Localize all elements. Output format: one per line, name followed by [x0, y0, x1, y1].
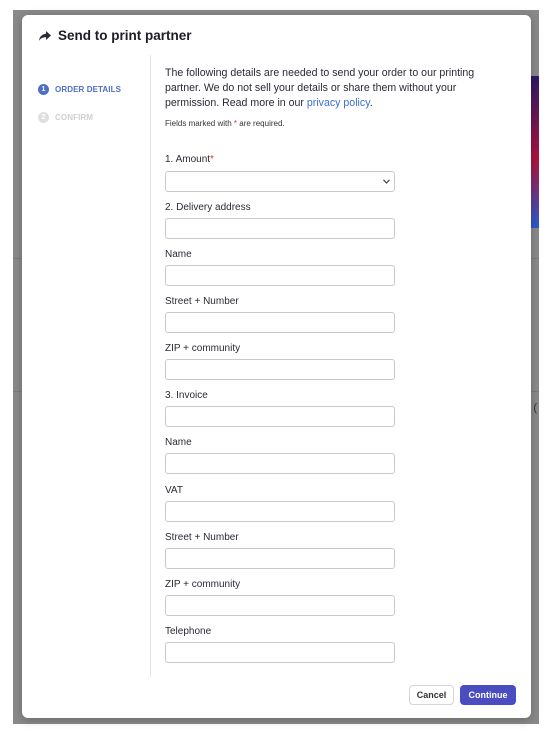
intro-body: The following details are needed to send your order to our printing partner. We do not sell your details or share them without your permission. Read more in our	[165, 67, 475, 109]
share-forward-icon	[38, 29, 52, 41]
background-glyph: (	[533, 402, 537, 414]
delivery-name-input[interactable]	[165, 265, 395, 286]
delivery-address-input[interactable]	[165, 218, 395, 239]
step-order-details[interactable]	[38, 82, 121, 96]
continue-button[interactable]: Continue	[460, 685, 516, 705]
invoice-zip-label: ZIP + community	[165, 579, 241, 590]
amount-label	[165, 154, 214, 165]
amount-label-text: 1. Amount	[165, 154, 211, 165]
vat-input[interactable]	[165, 501, 395, 522]
invoice-name-input[interactable]	[165, 453, 395, 474]
privacy-policy-link[interactable]: privacy policy	[306, 97, 370, 109]
intro-end: .	[369, 97, 373, 109]
dialog-header	[22, 15, 531, 55]
dialog-title: Send to print partner	[58, 27, 192, 43]
chevron-down-icon	[383, 177, 390, 186]
steps-nav	[38, 82, 121, 138]
cancel-button[interactable]: Cancel	[409, 685, 454, 705]
invoice-street-label: Street + Number	[165, 532, 239, 543]
step-number: 2	[38, 112, 49, 123]
delivery-street-label: Street + Number	[165, 296, 239, 307]
invoice-zip-input[interactable]	[165, 595, 395, 616]
step-confirm[interactable]	[38, 110, 121, 124]
required-note	[165, 119, 505, 128]
delivery-street-input[interactable]	[165, 312, 395, 333]
intro-section	[165, 66, 505, 128]
delivery-name-label: Name	[165, 249, 192, 260]
invoice-name-label: Name	[165, 437, 192, 448]
step-label: ORDER DETAILS	[55, 84, 122, 94]
required-note-before: Fields marked with	[165, 119, 234, 128]
required-star: *	[233, 119, 238, 128]
send-to-print-dialog	[22, 15, 531, 718]
vat-label: VAT	[165, 485, 183, 496]
step-number: 1	[38, 84, 49, 95]
delivery-zip-label: ZIP + community	[165, 343, 241, 354]
telephone-label: Telephone	[165, 626, 212, 637]
telephone-input[interactable]	[165, 642, 395, 663]
delivery-zip-input[interactable]	[165, 359, 395, 380]
intro-text	[165, 66, 505, 111]
vertical-divider	[150, 55, 151, 677]
amount-select[interactable]	[165, 171, 395, 192]
step-label: CONFIRM	[55, 112, 94, 122]
invoice-input[interactable]	[165, 406, 395, 427]
invoice-label: 3. Invoice	[165, 390, 208, 401]
delivery-address-label: 2. Delivery address	[165, 202, 251, 213]
invoice-street-input[interactable]	[165, 548, 395, 569]
required-star: *	[210, 154, 214, 165]
required-note-after: are required.	[237, 119, 285, 128]
